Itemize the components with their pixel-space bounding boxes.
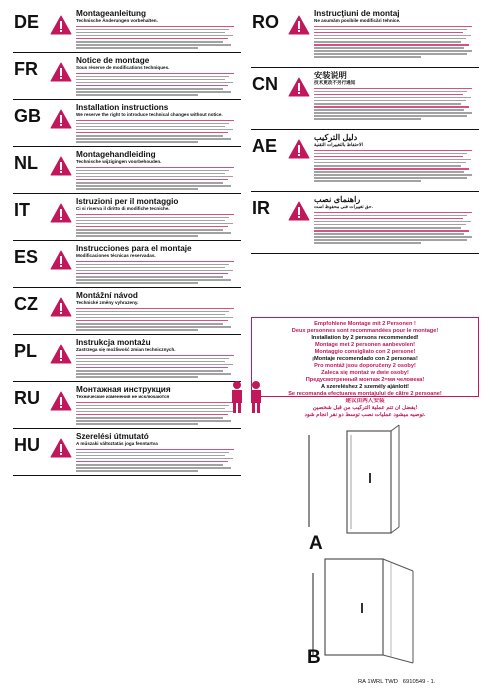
body-text-line — [76, 317, 233, 319]
body-text-line — [76, 458, 233, 460]
body-text-line — [76, 370, 223, 372]
body-text-line — [76, 373, 231, 375]
body-text-line — [76, 85, 228, 87]
body-text-line — [76, 323, 223, 325]
body-text-line — [314, 100, 466, 102]
section-title: Montagehandleiding — [76, 150, 156, 159]
language-code: CZ — [14, 294, 38, 314]
section-body — [314, 212, 479, 245]
body-text-line — [76, 94, 198, 96]
section-de — [13, 6, 241, 53]
section-subtitle: Modificaciones técnicas reservadas. — [76, 253, 156, 258]
body-text-line — [314, 236, 472, 238]
right-column — [251, 6, 479, 254]
body-text-line — [314, 106, 469, 108]
warning-icon-wrap — [288, 15, 310, 35]
warning-triangle-icon — [50, 344, 72, 364]
body-text-line — [76, 73, 234, 75]
section-text — [72, 385, 241, 425]
warning-triangle-icon — [50, 391, 72, 411]
language-code: NL — [14, 153, 38, 173]
section-cz — [13, 288, 241, 335]
section-text — [72, 432, 241, 472]
section-body — [76, 402, 241, 425]
section-title: Installation instructions — [76, 103, 169, 112]
section-title: راهنمای نصب — [314, 195, 361, 204]
body-text-line — [314, 168, 469, 170]
section-title: 安装说明 — [314, 71, 347, 80]
section-subtitle: Zastrzega się możliwość zmian technicznych. — [76, 347, 176, 352]
section-title: Notice de montage — [76, 56, 150, 65]
warning-icon-wrap — [50, 391, 72, 411]
warning-triangle-icon — [50, 62, 72, 82]
body-text-line — [76, 29, 229, 31]
body-text-line — [76, 41, 223, 43]
body-text-line — [314, 156, 463, 158]
document-number: 6910549 - 1. — [402, 679, 436, 685]
section-text — [72, 56, 241, 96]
section-it — [13, 194, 241, 241]
warning-triangle-icon — [288, 139, 310, 159]
section-title: Montageanleitung — [76, 9, 147, 18]
two-person-line: Предусмотренный монтаж 2=мя человека! — [305, 377, 425, 383]
body-text-line — [76, 223, 233, 225]
diagram-label-b: B — [307, 647, 321, 668]
language-code: GB — [14, 106, 41, 126]
body-text-line — [76, 76, 229, 78]
section-subtitle: A műszaki változtatás joga fenntartva — [76, 441, 158, 446]
body-text-line — [76, 470, 198, 472]
body-text-line — [314, 50, 472, 52]
body-text-line — [314, 224, 466, 226]
body-text-line — [314, 227, 461, 229]
body-text-line — [76, 232, 231, 234]
body-text-line — [76, 467, 231, 469]
section-title: Instrukcja montażu — [76, 338, 151, 347]
section-text — [72, 244, 241, 284]
language-code: DE — [14, 12, 40, 32]
body-text-line — [314, 239, 467, 241]
body-text-line — [76, 420, 231, 422]
language-code: CN — [252, 74, 278, 94]
section-text — [72, 150, 241, 190]
body-text-line — [314, 115, 467, 117]
model-code: RA 1WRL TWD — [358, 679, 398, 685]
section-text — [72, 9, 241, 49]
body-text-line — [76, 132, 228, 134]
section-gb — [13, 100, 241, 147]
body-text-line — [76, 214, 234, 216]
section-subtitle: Ci si riserva il diritto di modifiche tecniche. — [76, 206, 170, 211]
instruction-sheet — [13, 6, 479, 688]
body-text-line — [314, 162, 466, 164]
section-text — [310, 195, 479, 250]
body-text-line — [76, 185, 231, 187]
body-text-line — [76, 320, 228, 322]
body-text-line — [314, 91, 467, 93]
body-text-line — [314, 230, 469, 232]
warning-triangle-icon — [50, 203, 72, 223]
body-text-line — [76, 411, 233, 413]
section-fr — [13, 53, 241, 100]
body-text-line — [314, 41, 461, 43]
section-title: دليل التركيب — [314, 133, 358, 142]
section-body — [76, 167, 241, 190]
body-text-line — [76, 273, 228, 275]
section-text — [72, 197, 241, 237]
body-text-line — [314, 35, 471, 37]
language-code: RU — [14, 388, 40, 408]
two-person-line: Empfohlene Montage mit 2 Personen ! — [314, 321, 416, 327]
section-body — [76, 214, 241, 237]
section-subtitle: Technische Änderungen vorbehalten. — [76, 18, 158, 23]
body-text-line — [76, 170, 229, 172]
two-person-line: 建议由两人安装 — [345, 398, 385, 404]
body-text-line — [314, 94, 463, 96]
language-code: IT — [14, 200, 30, 220]
body-text-line — [314, 44, 469, 46]
body-text-line — [76, 414, 228, 416]
body-text-line — [76, 455, 225, 457]
body-text-line — [76, 35, 233, 37]
body-text-line — [76, 376, 198, 378]
body-text-line — [314, 112, 472, 114]
body-text-line — [76, 188, 198, 190]
body-text-line — [76, 326, 231, 328]
section-title: Montážní návod — [76, 291, 138, 300]
warning-icon-wrap — [50, 203, 72, 223]
section-subtitle: Ne asumăm posibile modificări tehnice. — [314, 18, 401, 23]
body-text-line — [76, 179, 228, 181]
body-text-line — [76, 182, 223, 184]
warning-icon-wrap — [50, 297, 72, 317]
body-text-line — [314, 56, 421, 58]
section-text — [310, 133, 479, 188]
body-text-line — [314, 171, 464, 173]
section-ir — [251, 192, 479, 254]
body-text-line — [76, 270, 233, 272]
language-code: ES — [14, 247, 39, 267]
warning-icon-wrap — [288, 201, 310, 221]
section-body — [76, 120, 241, 143]
section-nl — [13, 147, 241, 194]
diagram-label-a: A — [309, 533, 323, 554]
section-title: Instrucciones para el montaje — [76, 244, 192, 253]
body-text-line — [314, 109, 464, 111]
body-text-line — [314, 32, 463, 34]
section-body — [314, 88, 479, 121]
warning-icon-wrap — [50, 344, 72, 364]
section-title: Instrucţiuni de montaj — [314, 9, 400, 18]
body-text-line — [76, 235, 198, 237]
body-text-line — [76, 226, 228, 228]
section-ro — [251, 6, 479, 68]
warning-triangle-icon — [50, 15, 72, 35]
section-pl — [13, 335, 241, 382]
body-text-line — [76, 229, 223, 231]
section-body — [76, 261, 241, 284]
section-body — [76, 73, 241, 96]
body-text-line — [314, 177, 467, 179]
body-text-line — [76, 464, 223, 466]
body-text-line — [76, 314, 225, 316]
two-person-line: Pro montáž jsou doporučeny 2 osoby! — [314, 363, 416, 369]
body-text-line — [76, 461, 228, 463]
body-text-line — [76, 276, 223, 278]
two-person-line: Montaggio consigliato con 2 persone! — [314, 349, 416, 355]
body-text-line — [314, 159, 471, 161]
body-text-line — [314, 212, 472, 214]
section-ru — [13, 382, 241, 429]
left-column — [13, 6, 241, 476]
body-text-line — [76, 311, 229, 313]
section-cn — [251, 68, 479, 130]
section-body — [76, 26, 241, 49]
warning-triangle-icon — [50, 297, 72, 317]
body-text-line — [76, 138, 231, 140]
two-person-line: Se recomanda efectuarea montajului de către 2 persoane! — [288, 391, 442, 397]
body-text-line — [76, 308, 234, 310]
warning-triangle-icon — [50, 156, 72, 176]
language-code: PL — [14, 341, 38, 361]
body-text-line — [76, 129, 233, 131]
two-person-line: توصیه میشود عملیات نصب توسط دو نفر انجام شود. — [304, 412, 426, 418]
body-text-line — [76, 367, 228, 369]
section-subtitle: 技术更改不另行通知 — [314, 80, 356, 85]
body-text-line — [314, 174, 472, 176]
body-text-line — [314, 180, 421, 182]
warning-icon-wrap — [50, 438, 72, 458]
body-text-line — [76, 123, 229, 125]
language-code: RO — [252, 12, 279, 32]
document-footer — [358, 679, 435, 685]
section-es — [13, 241, 241, 288]
body-text-line — [76, 405, 229, 407]
body-text-line — [314, 88, 472, 90]
two-person-line: ¡Montaje recomendado con 2 personas! — [312, 356, 418, 362]
body-text-line — [314, 38, 466, 40]
section-hu — [13, 429, 241, 476]
section-body — [76, 449, 241, 472]
warning-triangle-icon — [50, 250, 72, 270]
section-text — [310, 9, 479, 64]
body-text-line — [314, 47, 464, 49]
body-text-line — [314, 53, 467, 55]
two-person-line: Zaleca się montaż w dwie osoby! — [321, 370, 409, 376]
warning-icon-wrap — [288, 139, 310, 159]
body-text-line — [314, 103, 461, 105]
body-text-line — [76, 264, 229, 266]
warning-triangle-icon — [50, 109, 72, 129]
body-text-line — [76, 91, 231, 93]
body-text-line — [314, 221, 471, 223]
body-text-line — [76, 44, 231, 46]
section-title: Istruzioni per il montaggio — [76, 197, 179, 206]
body-text-line — [76, 88, 223, 90]
section-body — [76, 355, 241, 378]
body-text-line — [76, 449, 234, 451]
body-text-line — [314, 153, 467, 155]
body-text-line — [76, 355, 234, 357]
body-text-line — [76, 452, 229, 454]
body-text-line — [76, 361, 225, 363]
warning-icon-wrap — [50, 250, 72, 270]
body-text-line — [314, 165, 461, 167]
warning-icon-wrap — [50, 156, 72, 176]
section-subtitle: Technische wijzigingen voorbehouden. — [76, 159, 162, 164]
body-text-line — [76, 261, 234, 263]
language-code: FR — [14, 59, 38, 79]
body-text-line — [76, 329, 198, 331]
section-ae — [251, 130, 479, 192]
warning-icon-wrap — [50, 62, 72, 82]
body-text-line — [76, 135, 223, 137]
body-text-line — [76, 126, 225, 128]
body-text-line — [76, 417, 223, 419]
warning-icon-wrap — [50, 109, 72, 129]
body-text-line — [76, 217, 229, 219]
body-text-line — [76, 173, 225, 175]
warning-triangle-icon — [288, 77, 310, 97]
body-text-line — [76, 279, 231, 281]
body-text-line — [314, 29, 467, 31]
section-subtitle: Technické změny vyhrazeny. — [76, 300, 139, 305]
two-person-line: Installation by 2 persons recommended! — [311, 335, 419, 341]
body-text-line — [314, 26, 472, 28]
body-text-line — [314, 215, 467, 217]
warning-icon-wrap — [288, 77, 310, 97]
language-code: IR — [252, 198, 270, 218]
body-text-line — [314, 218, 463, 220]
language-code: AE — [252, 136, 278, 156]
body-text-line — [76, 79, 225, 81]
warning-triangle-icon — [288, 201, 310, 221]
two-person-line: Deux personnes sont recommandées pour le montage! — [291, 328, 439, 334]
section-subtitle: حق تغییرات فنی محفوظ است. — [314, 204, 373, 209]
body-text-line — [76, 141, 198, 143]
body-text-line — [76, 167, 234, 169]
section-text — [72, 103, 241, 143]
two-people-icon — [226, 380, 270, 419]
section-title: Szerelési útmutató — [76, 432, 149, 441]
door-drawing — [251, 423, 479, 665]
body-text-line — [76, 408, 225, 410]
body-text-line — [76, 423, 198, 425]
section-text — [310, 71, 479, 126]
body-text-line — [314, 118, 421, 120]
language-code: HU — [14, 435, 40, 455]
section-body — [314, 26, 479, 59]
section-text — [72, 338, 241, 378]
body-text-line — [314, 233, 464, 235]
two-person-notice — [251, 317, 479, 418]
body-text-line — [76, 402, 234, 404]
section-subtitle: Sous réserve de modifications techniques. — [76, 65, 170, 70]
warning-triangle-icon — [288, 15, 310, 35]
body-text-line — [76, 82, 233, 84]
section-body — [314, 150, 479, 183]
two-person-line: A szereléshez 2 személy ajánlott! — [320, 384, 410, 390]
section-subtitle: Технические изменения не исключаются — [76, 394, 170, 399]
section-subtitle: الاحتفاظ بالتغييرات التقنية — [314, 142, 363, 147]
two-person-line: يفضل أن تتم عملية التركيب من قبل شخصين! — [312, 405, 418, 411]
warning-icon-wrap — [50, 15, 72, 35]
section-subtitle: We reserve the right to introduce technical changes without notice. — [76, 112, 223, 117]
body-text-line — [76, 32, 225, 34]
section-text — [72, 291, 241, 331]
body-text-line — [76, 38, 228, 40]
body-text-line — [76, 364, 233, 366]
shower-door-diagram — [251, 423, 479, 668]
two-person-line: Montage met 2 personen aanbevolen! — [314, 342, 416, 348]
section-title: Монтажная инструкция — [76, 385, 171, 394]
body-text-line — [76, 120, 234, 122]
body-text-line — [76, 282, 198, 284]
body-text-line — [76, 220, 225, 222]
body-text-line — [314, 242, 421, 244]
section-body — [76, 308, 241, 331]
body-text-line — [76, 176, 233, 178]
body-text-line — [314, 97, 471, 99]
body-text-line — [76, 26, 234, 28]
body-text-line — [76, 358, 229, 360]
warning-triangle-icon — [50, 438, 72, 458]
body-text-line — [314, 150, 472, 152]
body-text-line — [76, 47, 198, 49]
body-text-line — [76, 267, 225, 269]
